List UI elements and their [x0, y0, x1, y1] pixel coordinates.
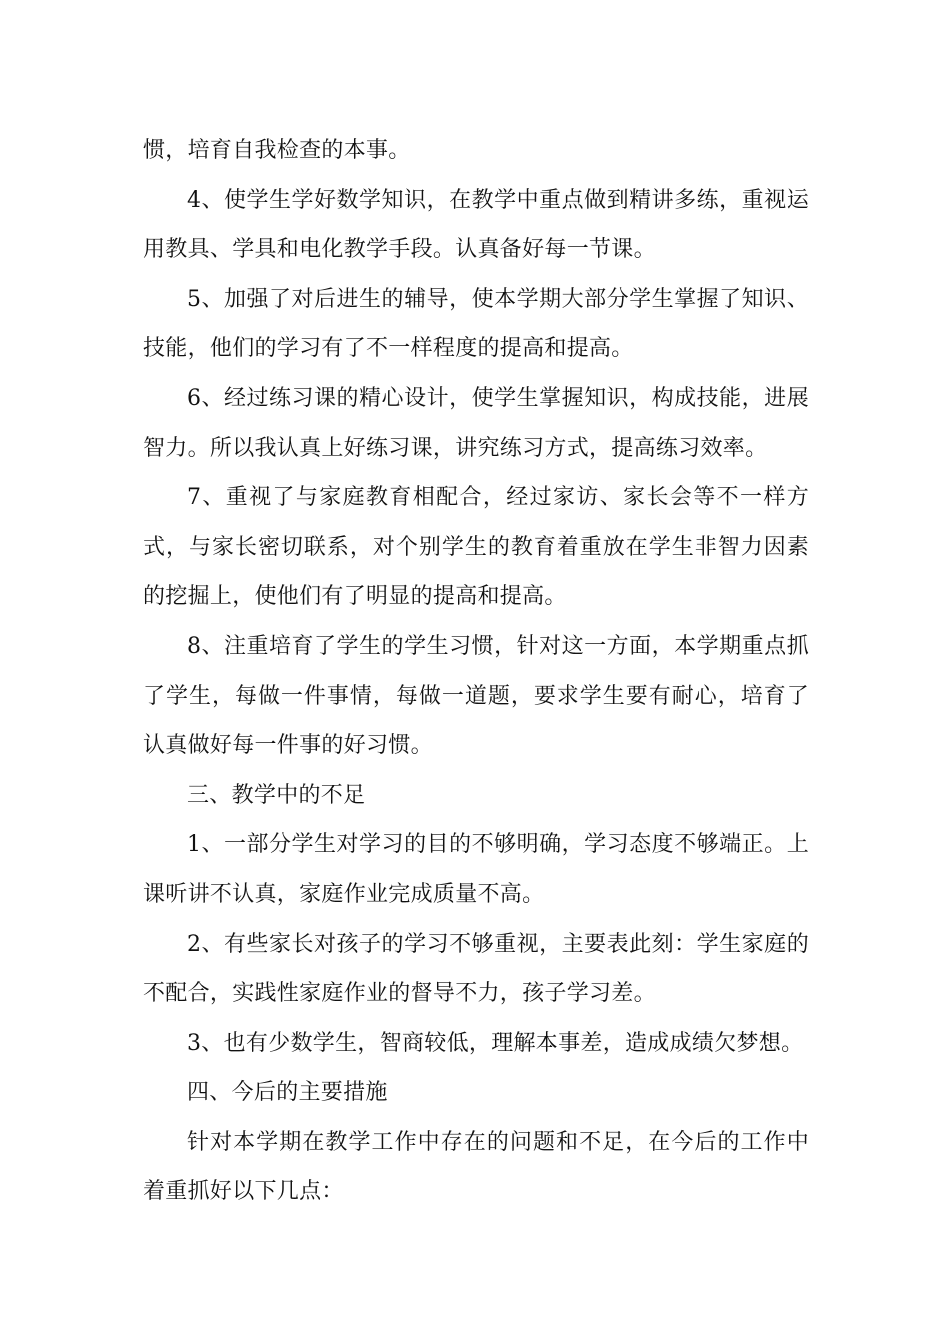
- paragraph-continuation: 惯，培育自我检查的本事。: [143, 138, 411, 163]
- paragraph-shortcoming-1: 1、一部分学生对学习的目的不够明确，学习态度不够端正。上课听讲不认真，家庭作业完成质量不高。: [143, 832, 809, 907]
- paragraph-measures-intro: 针对本学期在教学工作中存在的问题和不足，在今后的工作中着重抓好以下几点：: [143, 1129, 809, 1205]
- paragraph-item-8: 8、注重培育了学生的学生习惯，针对这一方面，本学期重点抓了学生，每做一件事情，每做一道题，要求学生要有耐心，培育了认真做好每一件事的好习惯。: [143, 633, 809, 759]
- paragraph-shortcoming-2: 2、有些家长对孩子的学习不够重视，主要表此刻：学生家庭的不配合，实践性家庭作业的督导不力，孩子学习差。: [143, 931, 809, 1007]
- body-text: [143, 126, 809, 1217]
- paragraph-shortcoming-3: 3、也有少数学生，智商较低，理解本事差，造成成绩欠梦想。: [187, 1030, 804, 1056]
- paragraph-item-5: 5、加强了对后进生的辅导，使本学期大部分学生掌握了知识、技能，他们的学习有了不一样程度的提高和提高。: [143, 286, 809, 362]
- section-heading-4: 四、今后的主要措施: [187, 1080, 388, 1106]
- section-heading-3: 三、教学中的不足: [187, 782, 366, 808]
- paragraph-item-4: 4、使学生学好数学知识，在教学中重点做到精讲多练，重视运用教具、学具和电化教学手段。认真备好每一节课。: [143, 187, 809, 263]
- paragraph-item-7: 7、重视了与家庭教育相配合，经过家访、家长会等不一样方式，与家长密切联系，对个别学生的教育着重放在学生非智力因素的挖掘上，使他们有了明显的提高和提高。: [143, 485, 809, 610]
- paragraph-item-6: 6、经过练习课的精心设计，使学生掌握知识，构成技能，进展智力。所以我认真上好练习课，讲究练习方式，提高练习效率。: [143, 385, 809, 461]
